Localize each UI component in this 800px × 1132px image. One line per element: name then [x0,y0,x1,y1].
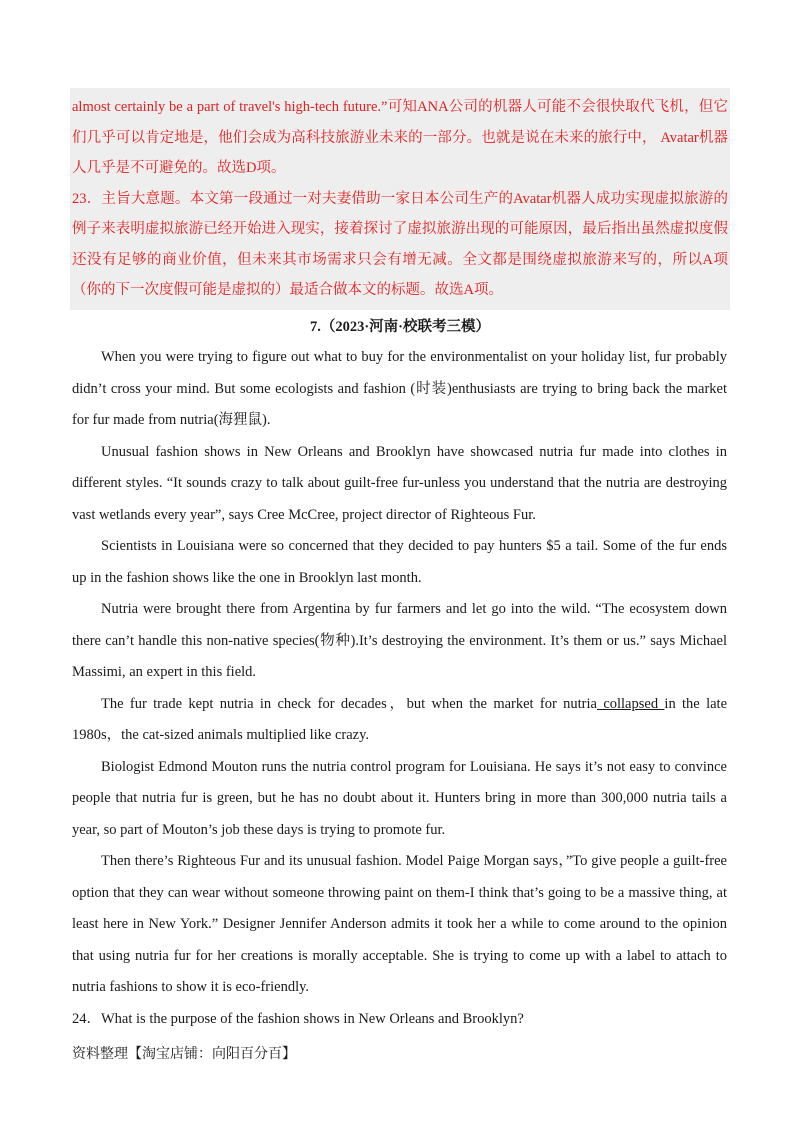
paragraph-5-start: The fur trade kept nutria in check for decades，but when the market for nutria [101,695,597,712]
passage-paragraph-6: Biologist Edmond Mouton runs the nutria control program for Louisiana. He says it’s not easy to convince people that nutria fur is green, but he has no doubt about it. Hunters bring in more than 300,000 nutria tails a year, so part of Mouton’s job these days is trying to promote fur. [72,758,727,838]
answer-continuation: almost certainly be a part of travel's high-tech future.”可知ANA公司的机器人可能不会很快取代飞机，但它们几乎可以肯定地是，他们会成为高科技旅游业未来的一部分。也就是说在未来的旅行中， Avatar机器人几乎是不可避免的。故选D项。 [72,99,728,176]
question-24: 24．What is the purpose of the fashion shows in New Orleans and Brooklyn? [72,1010,524,1027]
passage-paragraph-2: Unusual fashion shows in New Orleans and Brooklyn have showcased nutria fur made into clothes in different styles. “It sounds crazy to talk about guilt-free fur-unless you understand that the nutria are destroying vast wetlands every year”, says Cree McCree, project director of Righteous Fur. [72,443,727,523]
passage-paragraph-3: Scientists in Louisiana were so concerned that they decided to pay hunters $5 a tail. Some of the fur ends up in the fashion shows like the one in Brooklyn last month. [72,538,727,586]
answer-explanation-box [70,88,730,310]
passage-paragraph-7: Then there’s Righteous Fur and its unusual fashion. Model Paige Morgan says，”To give people a guilt-free option that they can wear without someone throwing paint on them-I think that’s going to be a massive thing, at least here in New York.” Designer Jennifer Anderson admits it took her a while to come around to the opinion that using nutria fur for her creations is morally acceptable. She is trying to come up with a label to attach to nutria fashions to show it is eco-friendly. [72,853,727,995]
page-footer: 资料整理【淘宝店铺：向阳百分百】 [72,1047,296,1062]
underlined-word-collapsed: collapsed [596,695,665,712]
paragraph-5-end: in the late 1980s，the cat-sized animals multiplied like crazy. [72,695,728,743]
reading-passage [72,342,727,1035]
passage-paragraph-4: Nutria were brought there from Argentina by fur farmers and let go into the wild. “The ecosystem down there can’t handle this non-native species(物种).It’s destroying the environment. It’s them or us.” says Michael Massimi, an expert in this field. [72,601,727,680]
passage-paragraph-1: When you were trying to figure out what to buy for the environmentalist on your holiday list, fur probably didn’t cross your mind. But some ecologists and fashion (时装)enthusiasts are trying to bring back the market for fur made from nutria(海狸鼠). [72,349,727,428]
section-title: 7.（2023·河南·校联考三模） [309,319,491,335]
answer-23-explanation: 23．主旨大意题。本文第一段通过一对夫妻借助一家日本公司生产的Avatar机器人成功实现虚拟旅游的例子来表明虚拟旅游已经开始进入现实，接着探讨了虚拟旅游出现的可能原因，最后指出虽然虚拟度假还没有足够的商业价值，但未来其市场需求只会有增无减。全文都是围绕虚拟旅游来写的，所以A项（你的下一次度假可能是虚拟的）最适合做本文的标题。故选A项。 [72,190,728,298]
passage-paragraph-5 [72,689,727,752]
